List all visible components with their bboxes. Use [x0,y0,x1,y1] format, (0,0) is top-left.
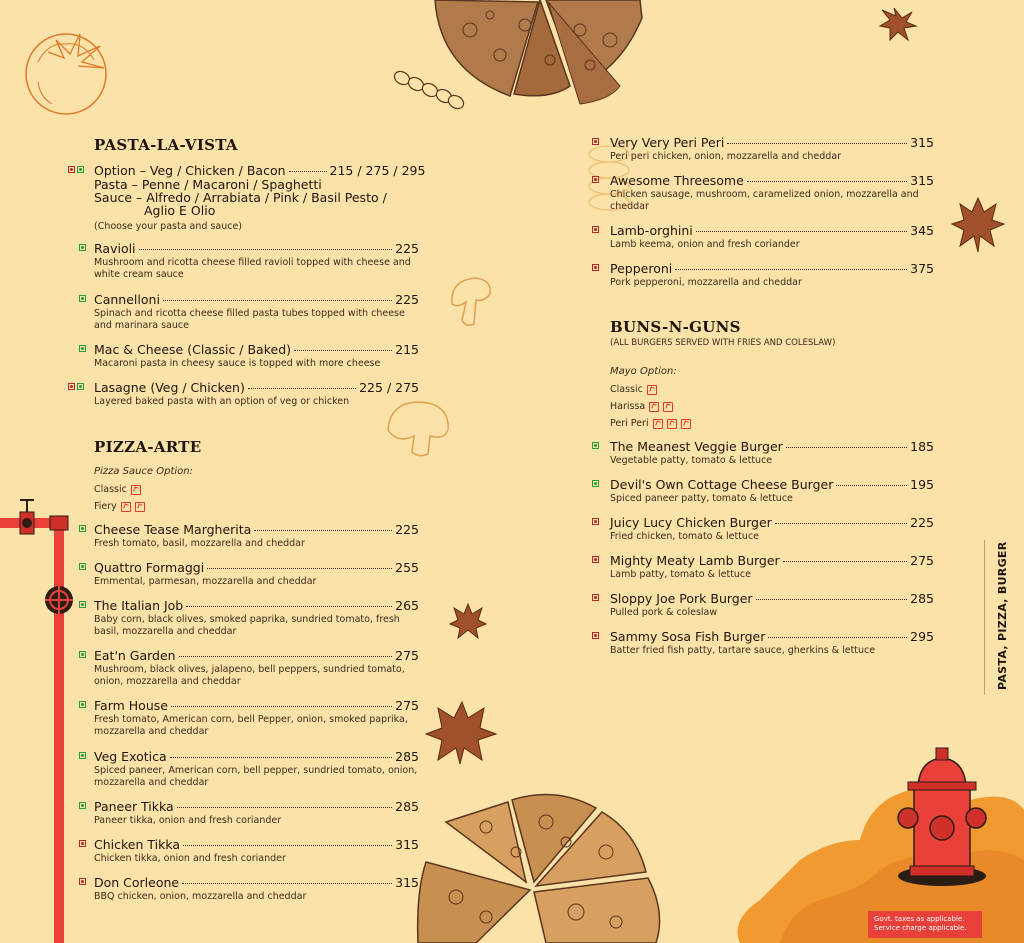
diet-indicator [592,518,599,525]
nonveg-icon [592,138,599,145]
chili-icon [663,402,673,412]
mushroom-illustration [446,274,494,329]
mayo-option-classic: Classic [610,384,657,395]
item-desc: Pork pepperoni, mozzarella and cheddar [610,277,802,288]
item-name: Farm House [94,698,168,713]
menu-item [610,135,934,163]
menu-item [610,439,934,467]
diet-indicator [79,295,86,302]
section-subtitle: (ALL BURGERS SERVED WITH FRIES AND COLESLAW) [610,338,836,348]
menu-item [94,380,419,408]
menu-item [94,342,419,370]
section-title-burgers: BUNS-N-GUNS [610,318,741,336]
menu-item [94,560,419,588]
nonveg-icon [68,166,75,173]
pizza-bottom-illustration [416,782,706,943]
menu-item [94,292,419,332]
sauce-option-classic: Classic [94,484,141,495]
item-name: Don Corleone [94,875,180,890]
nonveg-icon [592,226,599,233]
nonveg-icon [592,556,599,563]
sauce-option-title: Pizza Sauce Option: [94,466,193,477]
item-price: 285 [910,591,934,606]
item-name: Lasagne (Veg / Chicken) [94,380,245,395]
nonveg-icon [79,878,86,885]
item-desc: Emmental, parmesan, mozzarella and cheddar [94,576,317,587]
menu-item [610,477,934,505]
item-price: 275 [395,698,419,713]
chili-icon [121,502,131,512]
veg-icon [79,295,86,302]
mayo-option-peri-peri: Peri Peri [610,418,691,429]
veg-icon [79,244,86,251]
leaf-illustration [878,6,918,44]
item-price: 225 [910,515,934,530]
menu-item [610,515,934,543]
menu-item [94,522,419,550]
item-desc: Fried chicken, tomato & lettuce [610,531,760,542]
item-desc: Lamb keema, onion and fresh coriander [610,239,800,250]
nonveg-icon [79,840,86,847]
tomato-illustration [18,22,118,117]
item-name: Sammy Sosa Fish Burger [610,629,766,644]
item-price: 375 [910,261,934,276]
diet-indicator [79,752,86,759]
item-desc: Layered baked pasta with an option of veg or chicken [94,396,350,407]
menu-item [610,223,934,251]
veg-icon [79,601,86,608]
item-name: Chicken Tikka [94,837,181,852]
item-price: 185 [910,439,934,454]
diet-indicator [68,166,84,173]
diet-indicator [592,226,599,233]
chili-icon [653,419,663,429]
diet-indicator [592,480,599,487]
item-price: 195 [910,477,934,492]
tax-note-line: Govt. taxes as applicable. [874,915,965,923]
item-name: Juicy Lucy Chicken Burger [610,515,772,530]
fusilli-illustration [392,68,467,113]
pipe-illustration [0,496,80,943]
chili-icon [135,502,145,512]
menu-item [94,598,419,638]
item-desc: Macaroni pasta in cheesy sauce is topped with more cheese [94,358,381,369]
item-desc: Baby corn, black olives, smoked paprika, sundried tomato, fresh basil, mozzarella and cheddar [94,614,400,637]
item-price: 315 [910,135,934,150]
item-price: 285 [395,799,419,814]
diet-indicator [79,878,86,885]
item-desc: Fresh tomato, American corn, bell Pepper, onion, smoked paprika, mozzarella and cheddar [94,714,408,737]
chili-icon [647,385,657,395]
diet-indicator [592,442,599,449]
item-desc: Spinach and ricotta cheese filled pasta tubes topped with cheese and marinara sauce [94,308,405,331]
nonveg-icon [592,176,599,183]
item-desc: Spiced paneer, American corn, bell pepper, sundried tomato, onion, mozzarella and cheddar [94,765,418,788]
chili-icon [131,485,141,495]
diet-indicator [79,651,86,658]
diet-indicator [592,594,599,601]
item-name: Mighty Meaty Lamb Burger [610,553,780,568]
item-price: 255 [395,560,419,575]
item-name: Quattro Formaggi [94,560,205,575]
diet-indicator [592,556,599,563]
item-name: Very Very Peri Peri [610,135,725,150]
mayo-option-title: Mayo Option: [610,366,677,377]
item-desc: Vegetable patty, tomato & lettuce [610,455,773,466]
item-name: Eat'n Garden [94,648,176,663]
diet-indicator [79,345,86,352]
item-price: 215 [395,342,419,357]
diet-indicator [592,632,599,639]
sauce-option-fiery: Fiery [94,501,145,512]
item-price: 225 [395,292,419,307]
item-name: Option – Veg / Chicken / Bacon [94,163,286,178]
item-name: Ravioli [94,241,136,256]
diet-indicator [592,138,599,145]
item-desc: Fresh tomato, basil, mozzarella and cheddar [94,538,305,549]
sauce-line-cont: Aglio E Olio [144,203,216,218]
leaf-illustration [950,194,1006,254]
item-name: Sloppy Joe Pork Burger [610,591,753,606]
item-desc: Spiced paneer patty, tomato & lettuce [610,493,793,504]
veg-icon [77,166,84,173]
veg-icon [77,383,84,390]
veg-icon [79,701,86,708]
item-desc: Mushroom and ricotta cheese filled ravioli topped with cheese and white cream sauce [94,257,411,280]
item-desc: Peri peri chicken, onion, mozzarella and cheddar [610,151,842,162]
diet-indicator [79,244,86,251]
item-name: Veg Exotica [94,749,167,764]
item-name: The Italian Job [94,598,184,613]
item-name: Paneer Tikka [94,799,174,814]
item-name: Devil's Own Cottage Cheese Burger [610,477,834,492]
item-price: 275 [395,648,419,663]
mushroom-illustration [384,400,452,460]
item-desc: Paneer tikka, onion and fresh coriander [94,815,282,826]
item-price: 295 [910,629,934,644]
item-price: 275 [910,553,934,568]
pasta-type-line: Pasta – Penne / Macaroni / Spaghetti [94,177,322,192]
menu-item [94,698,419,738]
menu-item [610,173,934,213]
item-price: 215 / 275 / 295 [329,163,426,178]
menu-item [94,875,419,903]
side-tab-label: PASTA, PIZZA, BURGER [996,541,1009,690]
item-name: Lamb-orghini [610,223,693,238]
menu-item [610,629,934,657]
item-price: 315 [395,875,419,890]
item-desc: Lamb patty, tomato & lettuce [610,569,752,580]
menu-item [94,241,419,281]
chili-icon [681,419,691,429]
veg-icon [79,563,86,570]
diet-indicator [79,840,86,847]
menu-item [94,648,419,688]
item-price: 315 [395,837,419,852]
veg-icon [79,752,86,759]
item-price: 225 / 275 [359,380,419,395]
tax-note [868,911,982,938]
diet-indicator [79,802,86,809]
menu-item [94,749,419,789]
chili-icon [649,402,659,412]
item-name: Cannelloni [94,292,160,307]
item-desc: Chicken sausage, mushroom, caramelized onion, mozzarella and cheddar [610,189,919,212]
pasta-option-block [94,163,426,233]
fire-hydrant-illustration [892,746,992,891]
leaf-illustration [448,602,488,640]
diet-indicator [592,176,599,183]
mayo-option-harissa: Harissa [610,401,673,412]
diet-indicator [79,525,86,532]
item-name: Pepperoni [610,261,673,276]
veg-icon [79,802,86,809]
item-desc: BBQ chicken, onion, mozzarella and cheddar [94,891,307,902]
nonveg-icon [592,594,599,601]
diet-indicator [79,601,86,608]
nonveg-icon [592,632,599,639]
leaf-illustration [424,698,500,766]
item-desc: (Choose your pasta and sauce) [94,221,243,232]
veg-icon [79,651,86,658]
diet-indicator [79,563,86,570]
menu-item [610,553,934,581]
menu-item [610,591,934,619]
item-price: 285 [395,749,419,764]
sauce-line: Sauce – Alfredo / Arrabiata / Pink / Basil Pesto / [94,190,387,205]
nonveg-icon [68,383,75,390]
menu-item [94,837,419,865]
diet-indicator [79,701,86,708]
item-desc: Mushroom, black olives, jalapeno, bell peppers, sundried tomato, onion, mozzarella and cheddar [94,664,405,687]
veg-icon [79,525,86,532]
item-desc: Pulled pork & coleslaw [610,607,718,618]
chili-icon [667,419,677,429]
section-title-pizza: PIZZA-ARTE [94,438,202,456]
service-note-line: Service charge applicable. [874,924,967,932]
item-desc: Batter fried fish patty, tartare sauce, gherkins & lettuce [610,645,876,656]
nonveg-icon [592,518,599,525]
menu-item [610,261,934,289]
item-name: Awesome Threesome [610,173,744,188]
item-price: 225 [395,241,419,256]
item-name: Mac & Cheese (Classic / Baked) [94,342,292,357]
veg-icon [592,480,599,487]
item-price: 225 [395,522,419,537]
diet-indicator [592,264,599,271]
item-price: 265 [395,598,419,613]
item-name: The Meanest Veggie Burger [610,439,783,454]
veg-icon [79,345,86,352]
item-name: Cheese Tease Margherita [94,522,252,537]
section-title-pasta: PASTA-LA-VISTA [94,136,238,154]
veg-icon [592,442,599,449]
nonveg-icon [592,264,599,271]
diet-indicator [68,383,84,390]
item-price: 315 [910,173,934,188]
item-price: 345 [910,223,934,238]
item-desc: Chicken tikka, onion and fresh coriander [94,853,286,864]
menu-item [94,799,419,827]
